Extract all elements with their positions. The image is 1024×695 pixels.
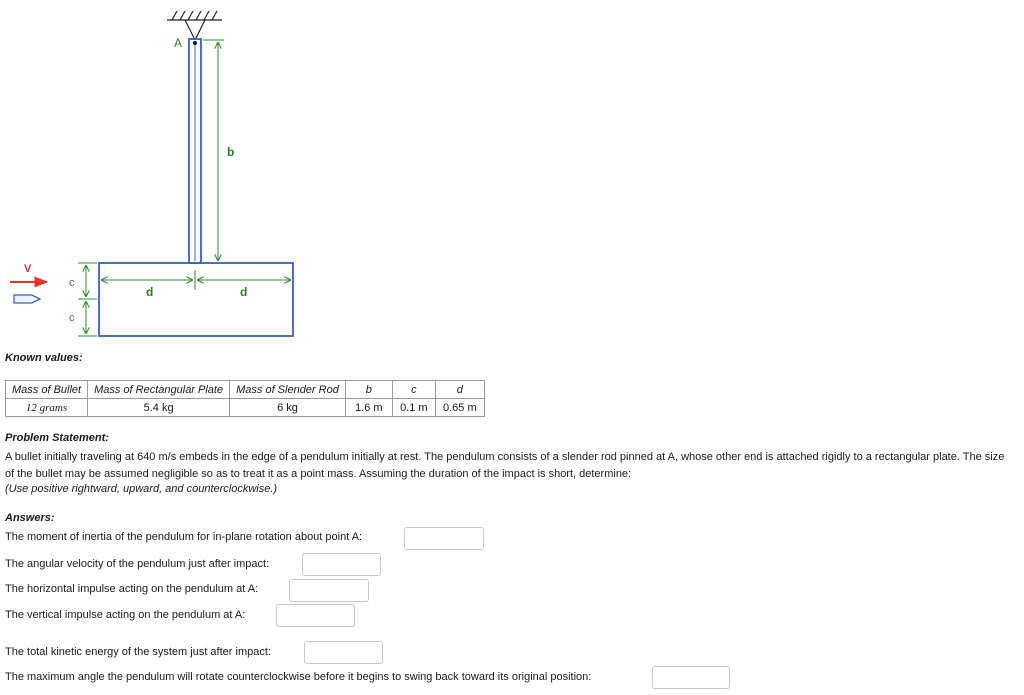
- question-moment-of-inertia: The moment of inertia of the pendulum for in-plane rotation about point A:: [5, 531, 363, 543]
- header-c: c: [392, 381, 435, 399]
- question-kinetic-energy: The total kinetic energy of the system just after impact:: [5, 646, 271, 658]
- question-vertical-impulse: The vertical impulse acting on the pendulum at A:: [5, 609, 246, 621]
- answer-input-angular-velocity[interactable]: [302, 553, 381, 576]
- question-maximum-angle: The maximum angle the pendulum will rotate counterclockwise before it begins to swing back toward its original position:: [5, 671, 592, 683]
- header-mass-bullet: Mass of Bullet: [6, 381, 88, 399]
- value-b: 1.6 m: [345, 399, 392, 417]
- answer-input-horizontal-impulse[interactable]: [289, 579, 369, 602]
- header-mass-rod: Mass of Slender Rod: [230, 381, 346, 399]
- label-c-lower: c: [69, 312, 75, 324]
- header-d: d: [435, 381, 484, 399]
- answer-input-moment-of-inertia[interactable]: [404, 527, 484, 550]
- answer-input-maximum-angle[interactable]: [652, 666, 730, 689]
- table-values-row: [6, 399, 485, 417]
- value-c: 0.1 m: [392, 399, 435, 417]
- header-b: b: [345, 381, 392, 399]
- value-d: 0.65 m: [435, 399, 484, 417]
- label-a: A: [174, 36, 183, 50]
- known-values-table: [5, 380, 485, 417]
- label-c-upper: c: [69, 277, 75, 289]
- label-v: V: [24, 263, 32, 275]
- label-d-right: d: [240, 285, 248, 299]
- value-mass-bullet: 12 grams: [6, 399, 88, 417]
- problem-statement-text: A bullet initially traveling at 640 m/s embeds in the edge of a pendulum initially at rest. The pendulum consists of a slender rod pinned at A, whose other end is attached rigidly to a rectangular plate. The size of the bullet may be assumed negligible so as to treat it as a point mass. Assuming the duration of the impact is short, determine:: [5, 451, 1005, 480]
- sign-convention-note: (Use positive rightward, upward, and counterclockwise.): [5, 483, 278, 495]
- header-mass-plate: Mass of Rectangular Plate: [88, 381, 230, 399]
- answer-input-kinetic-energy[interactable]: [304, 641, 383, 664]
- label-d-left: d: [146, 285, 154, 299]
- label-b: b: [227, 145, 235, 159]
- question-angular-velocity: The angular velocity of the pendulum just after impact:: [5, 558, 270, 570]
- value-mass-plate: 5.4 kg: [88, 399, 230, 417]
- answer-input-vertical-impulse[interactable]: [276, 604, 355, 627]
- pin-point-a: [193, 41, 197, 45]
- table-header-row: [6, 381, 485, 399]
- known-values-title: Known values:: [5, 352, 83, 364]
- question-horizontal-impulse: The horizontal impulse acting on the pendulum at A:: [5, 583, 259, 595]
- value-mass-rod: 6 kg: [230, 399, 346, 417]
- problem-statement-title: Problem Statement:: [5, 432, 109, 444]
- answers-title: Answers:: [5, 512, 55, 524]
- pendulum-diagram: [0, 0, 300, 342]
